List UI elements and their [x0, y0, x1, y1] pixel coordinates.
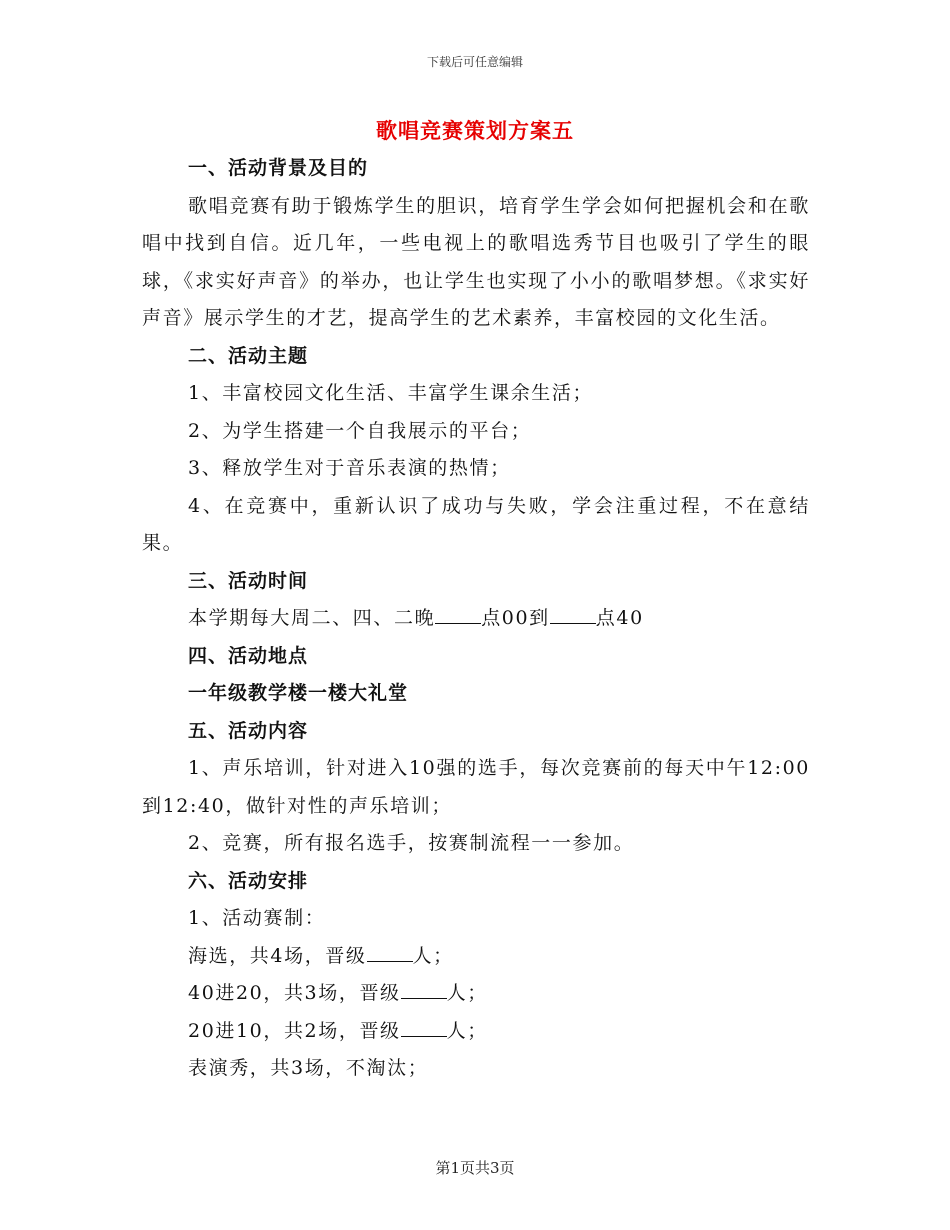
round-text: 海选，共4场，晋级 — [188, 944, 367, 967]
fill-blank — [435, 605, 481, 624]
list-item: 1、声乐培训，针对进入10强的选手，每次竞赛前的每天中午12:00到12:40，做针对性的声乐培训； — [142, 757, 810, 817]
time-text-2: 点00到 — [481, 607, 550, 629]
sub-heading: 1、活动赛制： — [188, 907, 326, 929]
document-title: 歌唱竞赛策划方案五 — [376, 118, 574, 143]
list-item: 2、竞赛，所有报名选手，按赛制流程一一参加。 — [188, 832, 635, 854]
place-text: 一年级教学楼一楼大礼堂 — [188, 682, 409, 704]
page-header: 下载后可任意编辑 — [426, 55, 523, 69]
fill-blank — [367, 943, 413, 962]
round-suffix: 人； — [446, 982, 488, 1004]
time-text-1: 本学期每大周二、四、二晚 — [188, 607, 436, 629]
section-heading-background: 一、活动背景及目的 — [188, 157, 369, 179]
time-text-3: 点40 — [595, 607, 644, 629]
section-heading-theme: 二、活动主题 — [188, 344, 309, 367]
list-item: 2、为学生搭建一个自我展示的平台； — [188, 419, 532, 442]
round-suffix: 人； — [446, 1019, 488, 1042]
fill-blank — [550, 605, 596, 624]
round-text: 40进20，共3场，晋级 — [188, 982, 401, 1004]
round-suffix: 人； — [412, 944, 454, 967]
page-footer: 第1页共3页 — [435, 1159, 515, 1177]
list-item: 4、在竞赛中，重新认识了成功与失败，学会注重过程，不在意结果。 — [142, 494, 810, 554]
fill-blank — [401, 1018, 447, 1037]
section-heading-arrangement: 六、活动安排 — [188, 869, 309, 892]
paragraph-background: 歌唱竞赛有助于锻炼学生的胆识，培育学生学会如何把握机会和在歌唱中找到自信。近几年，一些电视上的歌唱选秀节目也吸引了学生的眼球，《求实好声音》的举办，也让学生也实现了小小的歌唱梦想。《求实好声音》展示学生的才艺，提高学生的艺术素养，丰富校园的文化生活。 — [142, 194, 810, 329]
fill-blank — [401, 980, 447, 999]
round-text: 20进10，共2场，晋级 — [188, 1019, 401, 1042]
section-heading-content: 五、活动内容 — [188, 719, 309, 742]
round-line — [142, 975, 810, 1013]
time-line — [142, 600, 810, 638]
document-body — [142, 150, 810, 1088]
round-line — [142, 938, 810, 976]
section-heading-time: 三、活动时间 — [188, 569, 309, 592]
list-item: 1、丰富校园文化生活、丰富学生课余生活； — [188, 382, 594, 404]
round-line — [142, 1013, 810, 1051]
section-heading-place: 四、活动地点 — [188, 644, 309, 667]
list-item: 3、释放学生对于音乐表演的热情； — [188, 457, 511, 479]
round-line: 表演秀，共3场，不淘汰； — [188, 1057, 429, 1079]
